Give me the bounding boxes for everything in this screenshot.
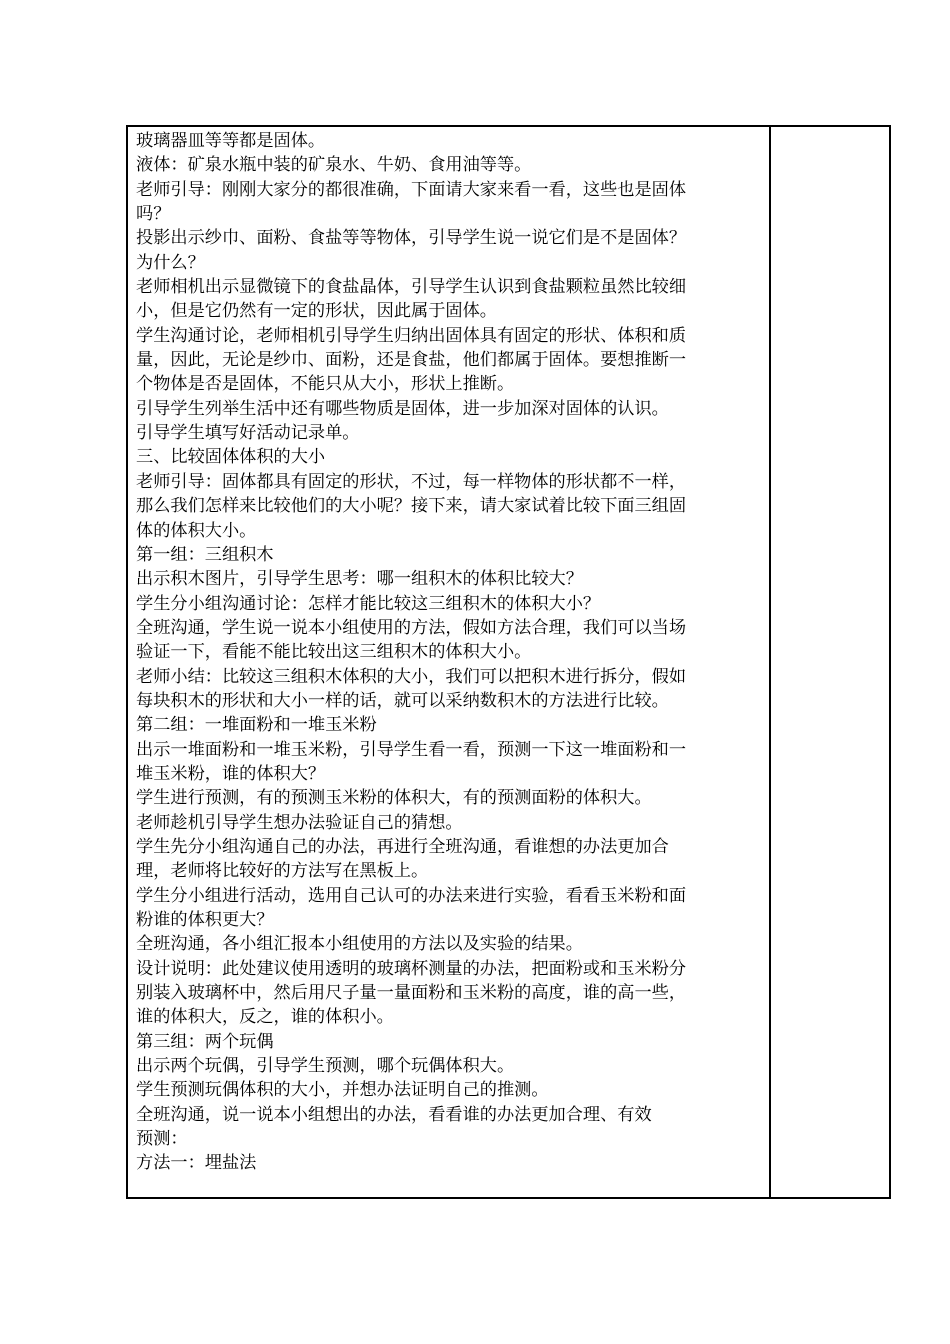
- text-line: 液体：矿泉水瓶中装的矿泉水、牛奶、食用油等等。: [136, 155, 532, 176]
- text-line: 第二组：一堆面粉和一堆玉米粉: [136, 715, 377, 736]
- text-line: 出示两个玩偶，引导学生预测，哪个玩偶体积大。: [136, 1056, 515, 1077]
- text-line: 学生进行预测，有的预测玉米粉的体积大，有的预测面粉的体积大。: [136, 788, 652, 809]
- text-line: 全班沟通，学生说一说本小组使用的方法，假如方法合理，我们可以当场: [136, 617, 687, 638]
- text-line: 老师引导：固体都具有固定的形状，不过，每一样物体的形状都不一样，: [136, 471, 687, 492]
- text-line: 理，老师将比较好的方法写在黑板上。: [136, 861, 429, 882]
- text-line: 个物体是否是固体，不能只从大小，形状上推断。: [136, 374, 515, 395]
- lesson-content-cell: [136, 129, 764, 1176]
- text-line: 粉谁的体积更大？: [136, 910, 274, 930]
- text-line: 为什么？: [136, 252, 205, 273]
- text-line: 学生预测玩偶体积的大小，并想办法证明自己的推测。: [136, 1080, 549, 1101]
- text-line: 投影出示纱巾、面粉、食盐等等物体，引导学生说一说它们是不是固体？: [136, 228, 687, 249]
- text-line: 学生先分小组沟通自己的办法，再进行全班沟通，看谁想的办法更加合: [136, 836, 669, 857]
- text-line: 小，但是它仍然有一定的形状，因此属于固体。: [136, 301, 497, 322]
- text-line: 老师趁机引导学生想办法验证自己的猜想。: [136, 812, 463, 833]
- text-line: 验证一下，看能不能比较出这三组积木的体积大小。: [136, 642, 532, 663]
- text-line: 第三组：两个玩偶: [136, 1031, 274, 1052]
- text-line: 三、比较固体体积的大小: [136, 447, 326, 468]
- notes-cell: [771, 127, 889, 1197]
- text-line: 量，因此，无论是纱巾、面粉，还是食盐，他们都属于固体。要想推断一: [136, 350, 687, 371]
- text-line: 体的体积大小。: [136, 520, 257, 541]
- text-line: 老师小结：比较这三组积木体积的大小，我们可以把积木进行拆分，假如: [136, 666, 687, 687]
- text-line: 那么我们怎样来比较他们的大小呢？接下来，请大家试着比较下面三组固: [136, 496, 687, 517]
- text-line: 全班沟通，各小组汇报本小组使用的方法以及实验的结果。: [136, 934, 583, 955]
- text-line: 老师相机出示显微镜下的食盐晶体，引导学生认识到食盐颗粒虽然比较细: [136, 277, 687, 298]
- text-line: 吗？: [136, 204, 171, 225]
- text-line: 学生分小组进行活动，选用自己认可的办法来进行实验，看看玉米粉和面: [136, 885, 687, 906]
- text-line: 学生沟通讨论，老师相机引导学生归纳出固体具有固定的形状、体积和质: [136, 325, 687, 346]
- text-line: 方法一：埋盐法: [136, 1153, 257, 1174]
- lesson-plan-table: [126, 125, 891, 1199]
- text-line: 堆玉米粉，谁的体积大？: [136, 763, 326, 784]
- text-line: 全班沟通，说一说本小组想出的办法，看看谁的办法更加合理、有效: [136, 1104, 652, 1125]
- text-line: 老师引导：刚刚大家分的都很准确，下面请大家来看一看，这些也是固体: [136, 179, 687, 200]
- text-line: 谁的体积大，反之，谁的体积小。: [136, 1007, 394, 1028]
- text-line: 别装入玻璃杯中，然后用尺子量一量面粉和玉米粉的高度，谁的高一些，: [136, 983, 687, 1004]
- text-line: 预测：: [136, 1129, 188, 1150]
- text-line: 出示积木图片，引导学生思考：哪一组积木的体积比较大？: [136, 569, 583, 590]
- text-line: 出示一堆面粉和一堆玉米粉，引导学生看一看，预测一下这一堆面粉和一: [136, 739, 687, 760]
- text-line: 玻璃器皿等等都是固体。: [136, 131, 326, 151]
- text-line: 学生分小组沟通讨论：怎样才能比较这三组积木的体积大小？: [136, 593, 601, 614]
- text-line: 引导学生填写好活动记录单。: [136, 423, 360, 444]
- text-line: 第一组：三组积木: [136, 544, 274, 565]
- text-line: 设计说明：此处建议使用透明的玻璃杯测量的办法，把面粉或和玉米粉分: [136, 958, 687, 979]
- text-line: 每块积木的形状和大小一样的话，就可以采纳数积木的方法进行比较。: [136, 690, 669, 711]
- text-line: 引导学生列举生活中还有哪些物质是固体，进一步加深对固体的认识。: [136, 398, 669, 419]
